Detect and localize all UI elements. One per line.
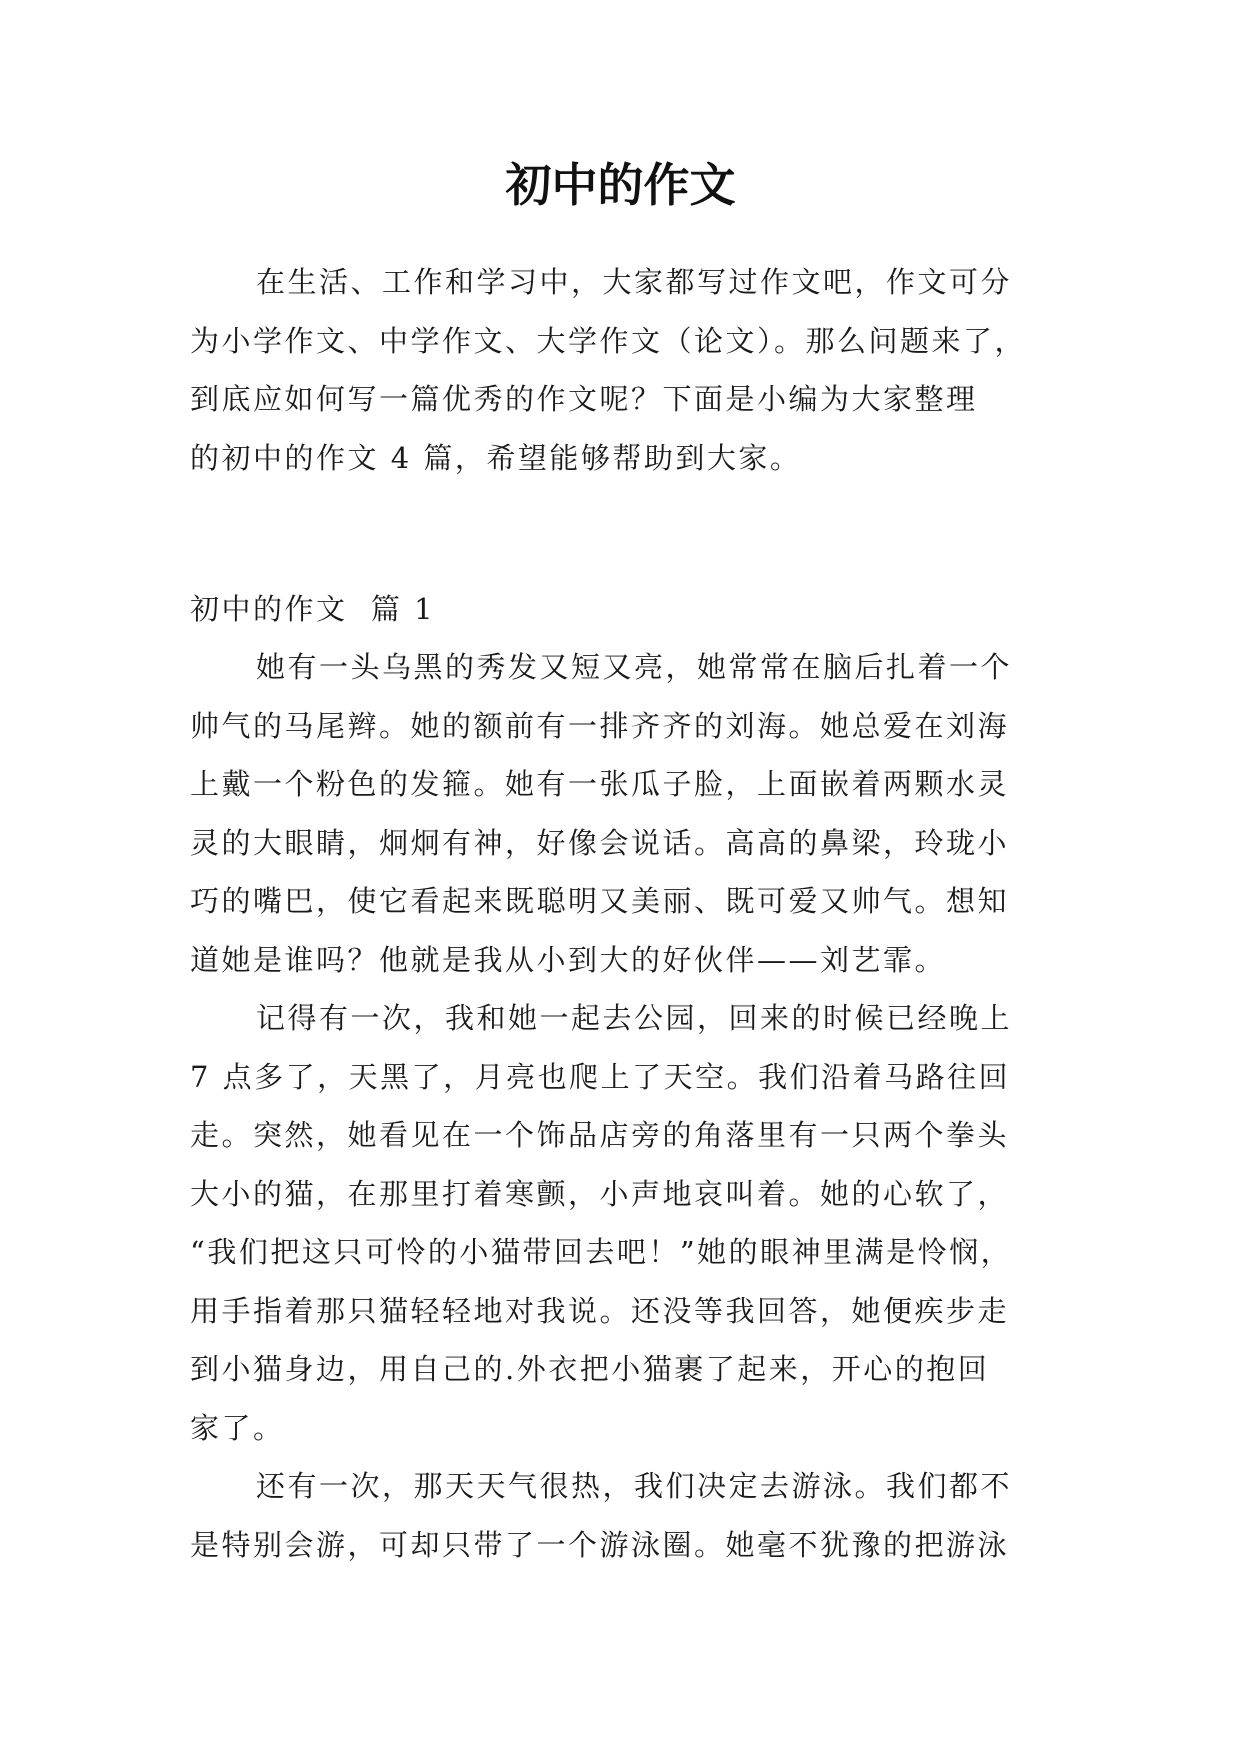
paragraph-line: 记得有一次，我和她一起去公园，回来的时候已经晚上 <box>256 1001 1013 1035</box>
body-paragraph-1 <box>190 638 1070 989</box>
paragraph-line: 巧的嘴巴，使它看起来既聪明又美丽、既可爱又帅气。想知 <box>190 884 1010 918</box>
paragraph-line: “我们把这只可怜的小猫带回去吧！”她的眼神里满是怜悯， <box>190 1235 1013 1269</box>
paragraph-line: 还有一次，那天天气很热，我们决定去游泳。我们都不 <box>256 1469 1013 1503</box>
intro-line: 到底应如何写一篇优秀的作文呢？下面是小编为大家整理 <box>190 382 978 416</box>
intro-paragraph <box>190 253 1070 487</box>
paragraph-line: 用手指着那只猫轻轻地对我说。还没等我回答，她便疾步走 <box>190 1293 1010 1328</box>
paragraph-line: 家了。 <box>190 1410 285 1445</box>
paragraph-line: 道她是谁吗？他就是我从小到大的好伙伴——刘艺霏。 <box>190 942 947 977</box>
body-paragraph-3 <box>190 1457 1070 1574</box>
paragraph-line: 到小猫身边，用自己的.外衣把小猫裹了起来，开心的抱回 <box>190 1352 990 1386</box>
paragraph-line: 是特别会游，可却只带了一个游泳圈。她毫不犹豫的把游泳 <box>190 1527 1010 1562</box>
intro-line: 为小学作文、中学作文、大学作文（论文）。那么问题来了， <box>190 323 1027 358</box>
paragraph-line: 上戴一个粉色的发箍。她有一张瓜子脸，上面嵌着两颗水灵 <box>190 767 1010 801</box>
document-title: 初中的作文 <box>505 158 736 212</box>
paragraph-line: 7 点多了，天黑了，月亮也爬上了天空。我们沿着马路往回 <box>190 1059 1011 1094</box>
body-paragraph-2 <box>190 989 1070 1457</box>
paragraph-line: 走。突然，她看见在一个饰品店旁的角落里有一只两个拳头 <box>190 1118 1010 1152</box>
paragraph-line: 她有一头乌黑的秀发又短又亮，她常常在脑后扎着一个 <box>256 650 1013 684</box>
section-heading: 初中的作文 篇 1 <box>190 592 436 626</box>
intro-line: 的初中的作文 4 篇，希望能够帮助到大家。 <box>190 440 802 475</box>
paragraph-line: 大小的猫，在那里打着寒颤，小声地哀叫着。她的心软了， <box>190 1176 1010 1211</box>
intro-line: 在生活、工作和学习中，大家都写过作文吧，作文可分 <box>256 265 1013 299</box>
paragraph-line: 灵的大眼睛，炯炯有神，好像会说话。高高的鼻梁，玲珑小 <box>190 825 1010 860</box>
paragraph-line: 帅气的马尾辫。她的额前有一排齐齐的刘海。她总爱在刘海 <box>190 708 1010 743</box>
